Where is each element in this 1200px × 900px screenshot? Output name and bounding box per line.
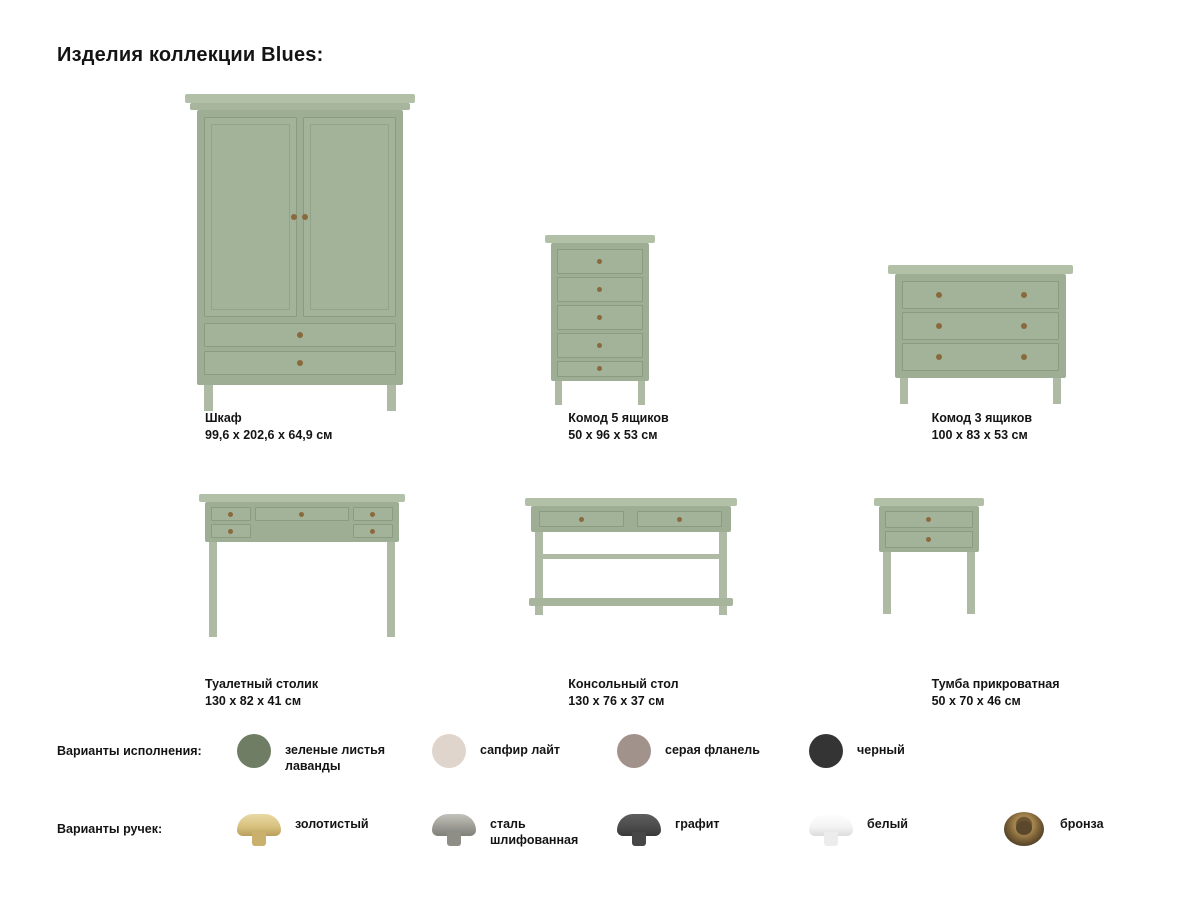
handle-option-label: бронза (1060, 817, 1104, 831)
finish-swatch-icon (432, 734, 466, 768)
product-caption: Шкаф 99,6 x 202,6 x 64,9 см (205, 411, 333, 442)
handle-knob-icon (809, 808, 853, 848)
finish-option-label: черный (857, 743, 905, 757)
finish-swatch-icon (809, 734, 843, 768)
finish-option-green-lavender[interactable] (237, 734, 405, 774)
finish-option-black[interactable] (809, 734, 905, 768)
product-caption: Тумба прикроватная 50 x 70 x 46 см (931, 677, 1060, 708)
handle-option-label: сталь шлифованная (490, 817, 579, 847)
handle-knob-icon (432, 808, 476, 848)
product-caption: Консольный стол 130 x 76 x 37 см (568, 677, 679, 708)
finish-option-label: зеленые листья лаванды (285, 743, 386, 773)
handle-knob-icon (1002, 808, 1046, 848)
finish-option-grey-flannel[interactable] (617, 734, 760, 768)
product-card-wardrobe[interactable] (57, 80, 420, 444)
knob-icon (936, 354, 942, 360)
knob-icon (1021, 323, 1027, 329)
knob-icon (228, 529, 233, 534)
knob-icon (926, 517, 931, 522)
product-card-bedside-table[interactable] (784, 476, 1147, 710)
finish-option-label: серая фланель (665, 743, 760, 757)
wardrobe-illustration (57, 80, 420, 410)
handle-option-white[interactable] (809, 808, 908, 848)
dressing-table-illustration (57, 476, 420, 676)
chest-3-drawers-illustration (784, 80, 1147, 410)
knob-icon (297, 332, 303, 338)
handle-option-bronze[interactable] (1002, 808, 1104, 848)
finish-option-label: сапфир лайт (480, 743, 561, 757)
knob-icon (228, 512, 233, 517)
knob-icon (926, 537, 931, 542)
page-title: Изделия коллекции Blues: (57, 44, 324, 66)
knob-icon (370, 529, 375, 534)
knob-icon (370, 512, 375, 517)
knob-icon (291, 214, 297, 220)
product-card-console-table[interactable] (420, 476, 783, 710)
knob-icon (299, 512, 304, 517)
product-card-chest5[interactable] (420, 80, 783, 444)
finish-swatch-icon (617, 734, 651, 768)
knob-icon (936, 292, 942, 298)
product-row (57, 476, 1147, 710)
handle-option-label: белый (867, 817, 908, 831)
handle-option-gold[interactable] (237, 808, 369, 848)
handle-option-label: золотистый (295, 817, 369, 831)
finish-option-sapphire-light[interactable] (432, 734, 560, 768)
console-table-illustration (420, 476, 783, 676)
bedside-table-illustration (784, 476, 1147, 676)
handle-options-label: Варианты ручек: (57, 822, 163, 836)
finish-options-section (57, 734, 1147, 804)
product-row (57, 80, 1147, 444)
product-caption: Комод 3 ящиков 100 x 83 x 53 см (931, 411, 1033, 442)
finish-options-label: Варианты исполнения: (57, 744, 202, 758)
handle-knob-icon (617, 808, 661, 848)
product-caption: Туалетный столик 130 x 82 x 41 см (205, 677, 319, 708)
product-card-chest3[interactable] (784, 80, 1147, 444)
product-caption: Комод 5 ящиков 50 x 96 x 53 см (568, 411, 669, 442)
knob-icon (1021, 292, 1027, 298)
handle-knob-icon (237, 808, 281, 848)
handle-options-section (57, 808, 1147, 878)
knob-icon (302, 214, 308, 220)
handle-option-label: графит (675, 817, 720, 831)
knob-icon (1021, 354, 1027, 360)
handle-option-brushed-steel[interactable] (432, 808, 610, 848)
product-grid (57, 80, 1147, 710)
handle-option-graphite[interactable] (617, 808, 720, 848)
knob-icon (297, 360, 303, 366)
product-card-dressing-table[interactable] (57, 476, 420, 710)
knob-icon (936, 323, 942, 329)
finish-swatch-icon (237, 734, 271, 768)
chest-5-drawers-illustration (420, 80, 783, 410)
